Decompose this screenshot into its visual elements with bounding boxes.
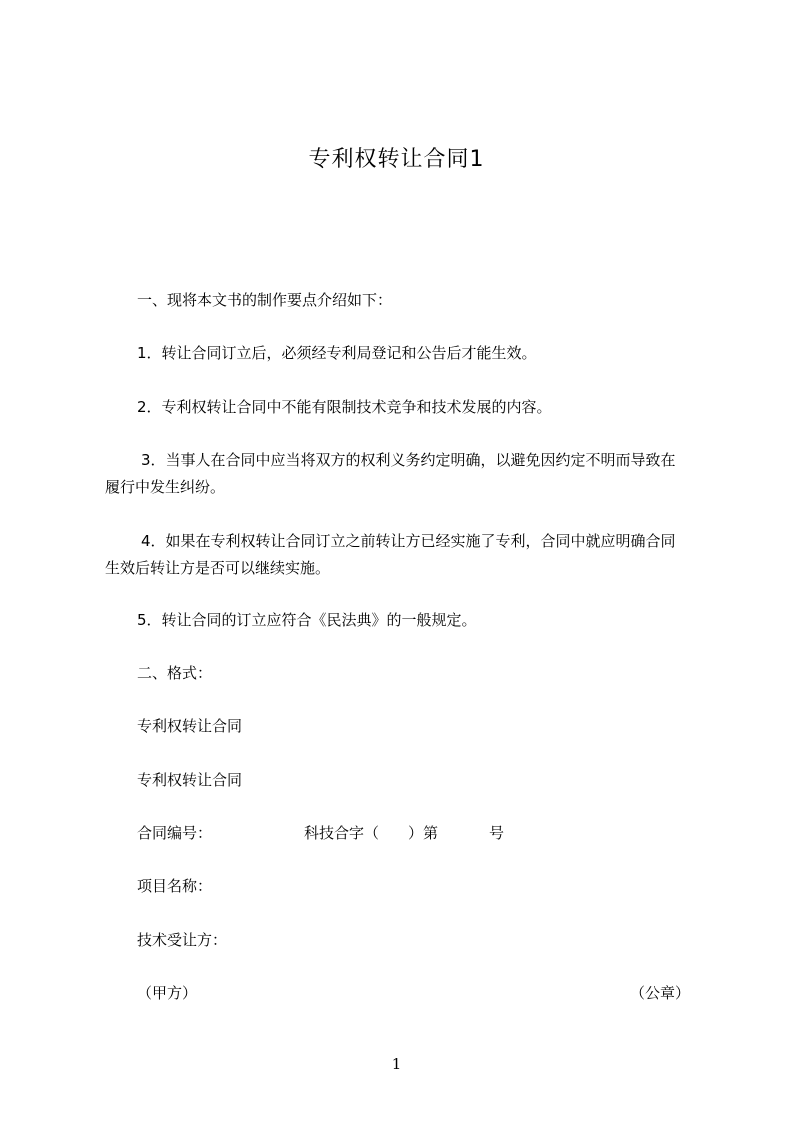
form-title-1: 专利权转让合同 [137,717,243,735]
section-2-heading: 二、格式： [137,664,213,682]
item-3-line-1: 3．当事人在合同中应当将双方的权利义务约定明确，以避免因约定不明而导致在 [141,451,676,469]
item-4-line-2: 生效后转让方是否可以继续实施。 [105,559,331,577]
contract-number-middle: ）第 [408,824,439,842]
item-3-line-2: 履行中发生纠纷。 [105,478,226,496]
item-2: 2．专利权转让合同中不能有限制技术竞争和技术发展的内容。 [137,398,552,416]
assignee-label: 技术受让方： [137,931,228,949]
item-4-line-1: 4．如果在专利权转让合同订立之前转让方已经实施了专利，合同中就应明确合同 [141,532,676,550]
section-1-heading: 一、现将本文书的制作要点介绍如下： [137,291,393,309]
party-a-label: （甲方） [137,984,198,1002]
item-1: 1．转让合同订立后，必须经专利局登记和公告后才能生效。 [137,344,537,362]
form-title-2: 专利权转让合同 [137,771,243,789]
contract-number-suffix: 号 [489,824,505,842]
item-5: 5．转让合同的订立应符合《民法典》的一般规定。 [137,611,477,629]
page-number: 1 [391,1055,402,1073]
seal-label: （公章） [630,984,691,1002]
contract-number-label: 合同编号： [137,824,213,842]
project-name-label: 项目名称： [137,877,213,895]
document-title: 专利权转让合同1 [308,147,485,172]
contract-number-prefix: 科技合字（ [304,824,380,842]
